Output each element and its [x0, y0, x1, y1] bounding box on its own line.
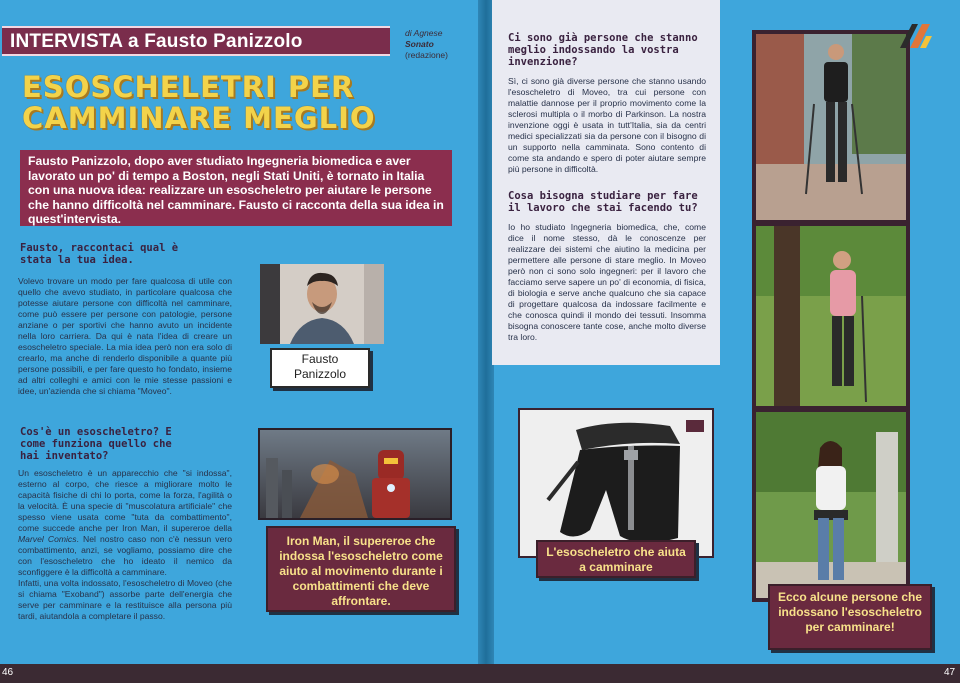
page-footer-band — [0, 664, 960, 683]
person-image-3 — [756, 412, 906, 598]
answer-4: Io ho studiato Ingegneria biomedica, che, come dice il nome stesso, dà le conoscenze per realizzare dei sistemi che aiutino la medicina per permettere alle persone di stare meglio. In Moveo però non ci sono solo ingegneri: per il lavoro che facciamo serve sapere un po' di economia, di fisica, di biologia e serve anche qualcuno che sia capace di progettare qualcosa da indossare facilmente e che conosca quindi il mondo dei tessuti. Insomma bisogna conoscere tante cose, anche molto diverse tra loro. — [508, 222, 706, 342]
answer-3: Sì, ci sono già diverse persone che stanno usando l'esoscheletro di Moveo, tra cui persone con malattie dannose per il proprio movimento come la sclerosi multipla o il morbo di Parkinson. La nostra invenzione oggi è usata in tutt'Italia, sia da centri medici specializzati sia da persone con il bisogno di un supporto nella camminata. Sono contento di come sta andando e spero di poter aiutare sempre più persone in difficoltà. — [508, 76, 706, 174]
byline-role: (redazione) — [405, 50, 448, 60]
people-caption: Ecco alcune persone che indossano l'esoscheletro per camminare! — [768, 584, 932, 650]
byline-line: di Agnese — [405, 28, 443, 38]
ironman-photo — [258, 428, 452, 520]
answer-1: Volevo trovare un modo per fare qualcosa di utile con quello che avevo studiato, in particolare qualcosa che potesse aiutare persone con difficoltà nel camminare, come può essere per persone con patologie, persone anziane o per sportivi che hanno avuto un incidente nella loro carriera. Da qui è nata l'idea di creare un esoscheletro speciale. La mia idea però non era solo di crearlo, ma anche di renderlo disponibile a quante più persone possibili, e per fare questo ho fondato, insieme ad altri colleghi e amici con le mie stesse passioni e idee, un'azienda che si chiama "Moveo". — [18, 276, 232, 396]
interview-header-bar — [2, 26, 390, 56]
exoskeleton-image — [520, 410, 712, 556]
person-photo-1 — [756, 34, 906, 220]
person-photo-3 — [756, 412, 906, 598]
interview-header: INTERVISTA a Fausto Panizzolo — [10, 31, 303, 52]
exoskeleton-photo — [518, 408, 714, 558]
byline-author: Sonato — [405, 39, 434, 49]
page-number-right: 47 — [944, 667, 956, 678]
answer-2-text-cont: . Nel nostro caso non c'è nessun vero combattimento, anzi, se vogliamo, possiamo dire che con l'esoscheletro che ho ideato il nemico da sconfiggere è la difficoltà a camminare. — [18, 534, 232, 577]
title-line-1: ESOSCHELETRI PER — [22, 70, 355, 104]
title-line-2: CAMMINARE MEGLIO — [22, 101, 376, 135]
magazine-logo-icon — [896, 18, 934, 56]
answer-2 — [18, 468, 232, 622]
question-3: Ci sono già persone che stanno meglio indossando la vostra invenzione? — [508, 32, 698, 68]
portrait-caption-first: Fausto — [301, 352, 339, 366]
portrait-image — [260, 264, 384, 344]
ironman-image — [260, 430, 450, 518]
person-image-2 — [756, 226, 906, 406]
question-1: Fausto, raccontaci qual è stata la tua idea. — [20, 242, 179, 266]
article-title — [22, 72, 402, 134]
page-number-left: 46 — [2, 667, 14, 678]
ironman-caption: Iron Man, il supereroe che indossa l'esoscheletro come aiuto al movimento durante i combattimenti che deve affrontare. — [266, 526, 456, 612]
portrait-caption — [270, 348, 370, 388]
person-photo-2 — [756, 226, 906, 406]
intro-box: Fausto Panizzolo, dopo aver studiato Ingegneria biomedica e aver lavorato un po' di tempo a Boston, negli Stati Uniti, è tornato in Italia con una nuova idea: realizzare un esoscheletro per aiutare le persone che hanno difficoltà nel camminare. Fausto ci racconta della sua idea in quest'intervista. — [20, 150, 452, 226]
person-image-1 — [756, 34, 906, 220]
answer-2-paragraph-2: Infatti, una volta indossato, l'esoscheletro di Moveo (che si chiama "Exoband") assorbe parte dell'energia che serve per camminare e la restituisce alla persona più tardi, aiutandola a completare il passo. — [18, 578, 232, 621]
answer-2-text: Un esoscheletro è un apparecchio che "si indossa", esterno al corpo, che riesce a migliorare molto le capacità fisiche di chi lo porta, come la forza, l'agilità o la velocità. È una specie di "muscolatura artificiale" che spesso viene usata come "tuta da combattimento", come succede anche per Iron Man, il supereroe della — [18, 468, 232, 533]
byline — [405, 28, 475, 61]
question-4: Cosa bisogna studiare per fare il lavoro che stai facendo tu? — [508, 190, 698, 214]
portrait-photo — [260, 264, 384, 344]
question-2: Cos'è un esoscheletro? E come funziona quello che hai inventato? — [20, 426, 172, 462]
exoskeleton-caption: L'esoscheletro che aiuta a camminare — [536, 540, 696, 578]
portrait-caption-last: Panizzolo — [293, 367, 347, 381]
answer-2-italic: Marvel Comics — [18, 534, 77, 544]
